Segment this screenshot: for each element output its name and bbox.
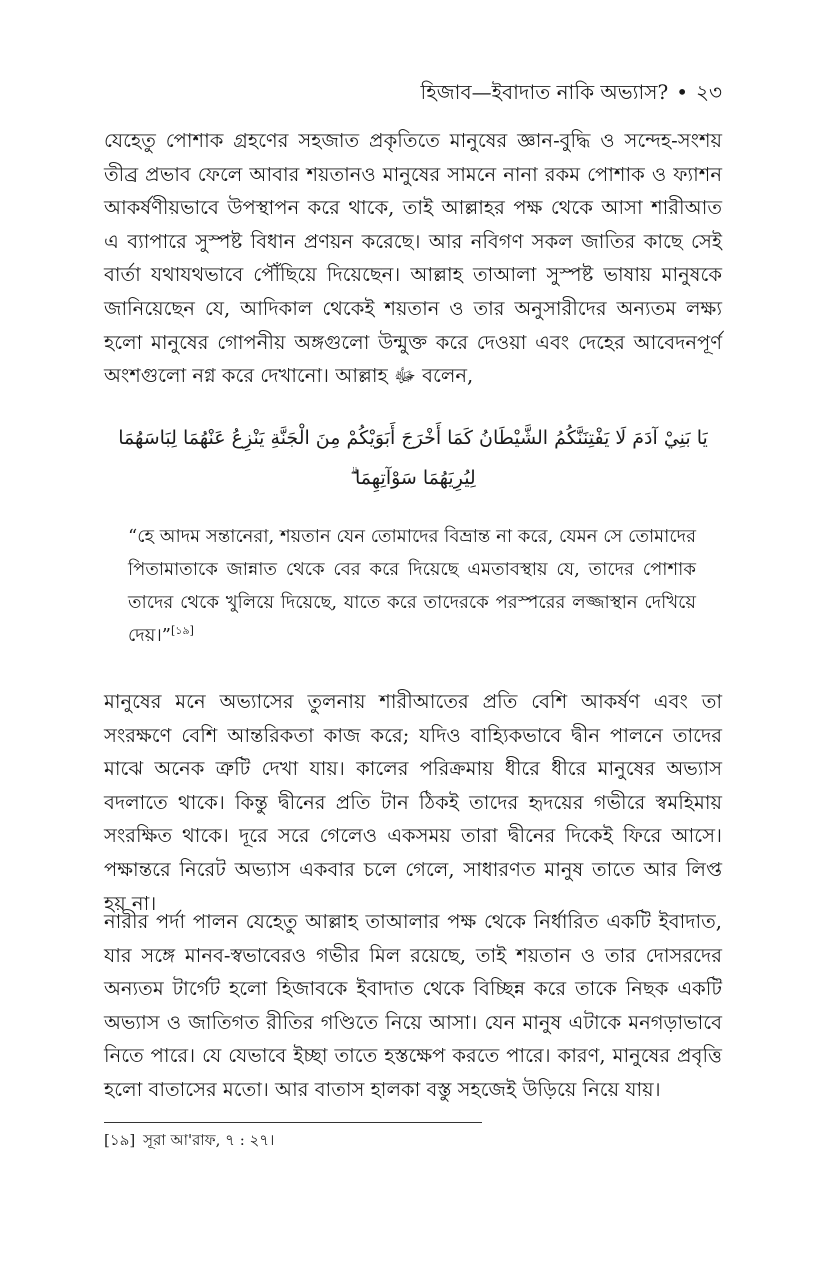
footnote bbox=[104, 1128, 274, 1152]
header-separator: • bbox=[676, 80, 688, 104]
verse-translation bbox=[128, 520, 696, 652]
translation-text: “হে আদম সন্তানেরা, শয়তান যেন তোমাদের বিভ্রান্ত না করে, যেমন সে তোমাদের পিতামাতাকে জান্নাত থেকে বের করে দিয়েছে এমতাবস্থায় যে, তাদের পোশাক তাদের থেকে খুলিয়ে দিয়েছে, যাতে করে তাদেরকে পরস্পরের লজ্জাস্থান দেখিয়ে দেয়।” bbox=[128, 526, 696, 646]
footnote-divider bbox=[104, 1122, 482, 1123]
page-number: ২৩ bbox=[695, 80, 722, 104]
footnote-number: [১৯] bbox=[104, 1131, 136, 1149]
book-page bbox=[104, 0, 722, 1275]
body-paragraph-3: নারীর পর্দা পালন যেহেতু আল্লাহ তাআলার পক্ষ থেকে নির্ধারিত একটি ইবাদাত, যার সঙ্গে মানব-স্বভাবেরও গভীর মিল রয়েছে, তাই শয়তান ও তার দোসরদের অন্যতম টার্গেট হলো হিজাবকে ইবাদাত থেকে বিচ্ছিন্ন করে তাকে নিছক একটি অভ্যাস ও জাতিগত রীতির গণ্ডিতে নিয়ে আসা। যেন মানুষ এটাকে মনগড়াভাবে নিতে পারে। যে যেভাবে ইচ্ছা তাতে হস্তক্ষেপ করতে পারে। কারণ, মানুষের প্রবৃত্তি হলো বাতাসের মতো। আর বাতাস হালকা বস্তু সহজেই উড়িয়ে নিয়ে যায়। bbox=[104, 910, 722, 1101]
chapter-title: হিজাব—ইবাদাত নাকি অভ্যাস? bbox=[420, 80, 669, 104]
footnote-reference: [১৯] bbox=[171, 624, 194, 637]
arabic-verse: يَا بَنِيْ آدَمَ لَا يَفْتِنَنَّكُمُ الشَّيْطَانُ كَمَا أَخْرَجَ أَبَوَيْكُمْ مِنَ الْجَنَّةِ يَنْزِعُ عَنْهُمَا لِبَاسَهُمَا لِيُرِيَهُمَا سَوْآتِهِمَا ۗ bbox=[118, 427, 708, 489]
running-header bbox=[421, 78, 722, 106]
body-paragraph-1: যেহেতু পোশাক গ্রহণের সহজাত প্রকৃতিতে মানুষের জ্ঞান-বুদ্ধি ও সন্দেহ-সংশয় তীব্র প্রভাব ফেলে আবার শয়তানও মানুষের সামনে নানা রকম পোশাক ও ফ্যাশন আকর্ষণীয়ভাবে উপস্থাপন করে থাকে, তাই আল্লাহর পক্ষ থেকে আসা শারীআত এ ব্যাপারে সুস্পষ্ট বিধান প্রণয়ন করেছে। আর নবিগণ সকল জাতির কাছে সেই বার্তা যথাযথভাবে পৌঁছিয়ে দিয়েছেন। আল্লাহ তাআলা সুস্পষ্ট ভাষায় মানুষকে জানিয়েছেন যে, আদিকাল থেকেই শয়তান ও তার অনুসারীদের অন্যতম লক্ষ্য হলো মানুষের গোপনীয় অঙ্গগুলো উন্মুক্ত করে দেওয়া এবং দেহের আবেদনপূর্ণ অংশগুলো নগ্ন করে দেখানো। আল্লাহ ﷻ বলেন, bbox=[104, 129, 722, 388]
body-paragraph-2: মানুষের মনে অভ্যাসের তুলনায় শারীআতের প্রতি বেশি আকর্ষণ এবং তা সংরক্ষণে বেশি আন্তরিকতা কাজ করে; যদিও বাহ্যিকভাবে দ্বীন পালনে তাদের মাঝে অনেক ত্রুটি দেখা যায়। কালের পরিক্রমায় ধীরে ধীরে মানুষের অভ্যাস বদলাতে থাকে। কিন্তু দ্বীনের প্রতি টান ঠিকই তাদের হৃদয়ের গভীরে স্বমহিমায় সংরক্ষিত থাকে। দূরে সরে গেলেও একসময় তারা দ্বীনের দিকেই ফিরে আসে। পক্ষান্তরে নিরেট অভ্যাস একবার চলে গেলে, সাধারণত মানুষ তাতে আর লিপ্ত হয় না। bbox=[104, 690, 722, 915]
footnote-text: সূরা আ'রাফ, ৭ : ২৭। bbox=[143, 1131, 275, 1149]
